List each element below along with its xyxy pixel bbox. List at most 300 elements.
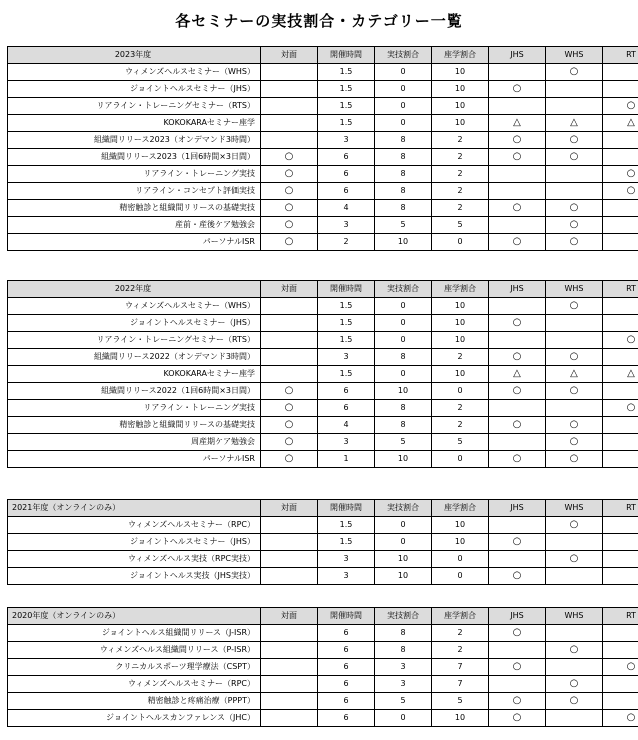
category-mark: ○ [489, 315, 546, 332]
table-row [8, 417, 638, 434]
table-cell [603, 200, 638, 217]
table-cell: 8 [375, 349, 432, 366]
category-mark: ○ [489, 693, 546, 710]
seminar-name: 精密触診と組織間リリースの基礎実技 [8, 417, 261, 434]
table-cell [603, 451, 638, 468]
table-cell [603, 534, 638, 551]
column-header: 対面 [261, 281, 318, 298]
table-cell [546, 568, 603, 585]
table-row [8, 659, 638, 676]
category-mark: ○ [603, 183, 638, 200]
table-cell: 6 [318, 166, 375, 183]
table-cell [261, 115, 318, 132]
table-row [8, 451, 638, 468]
table-cell [603, 417, 638, 434]
seminar-name: 組織間リリース2022（オンデマンド3時間） [8, 349, 261, 366]
seminar-name: ジョイントヘルスセミナー（JHS） [8, 81, 261, 98]
category-mark: △ [603, 366, 638, 383]
column-header: 開催時間 [318, 608, 375, 625]
table-cell: 8 [375, 166, 432, 183]
table-row [8, 332, 638, 349]
seminar-name: リアライン・トレーニング実技 [8, 400, 261, 417]
table-cell: 0 [375, 81, 432, 98]
table-cell: 0 [432, 451, 489, 468]
table-cell: 5 [375, 693, 432, 710]
table-cell [603, 517, 638, 534]
table-row [8, 166, 638, 183]
table-cell: 2 [432, 183, 489, 200]
table-cell: 2 [432, 349, 489, 366]
category-mark: △ [546, 115, 603, 132]
seminar-name: 組織間リリース2023（1回6時間×3日間） [8, 149, 261, 166]
table-cell [603, 676, 638, 693]
table-cell: 6 [318, 400, 375, 417]
table-cell: 3 [318, 349, 375, 366]
category-mark: ○ [489, 200, 546, 217]
category-mark: △ [546, 366, 603, 383]
category-mark: ○ [546, 517, 603, 534]
table-cell: 4 [318, 417, 375, 434]
header-row [8, 47, 638, 64]
table-row [8, 349, 638, 366]
table-cell: 5 [432, 693, 489, 710]
category-mark: ○ [603, 332, 638, 349]
column-header: 開催時間 [318, 281, 375, 298]
table-row [8, 217, 638, 234]
header-row [8, 281, 638, 298]
table-cell: 3 [318, 217, 375, 234]
column-header: 開催時間 [318, 47, 375, 64]
table-cell: 0 [375, 517, 432, 534]
table-cell: 6 [318, 149, 375, 166]
column-header: 実技割合 [375, 281, 432, 298]
table-cell: 1.5 [318, 534, 375, 551]
table-cell: 5 [432, 217, 489, 234]
column-header: 対面 [261, 47, 318, 64]
table-cell: 7 [432, 659, 489, 676]
table-cell: 0 [375, 534, 432, 551]
seminar-name: KOKOKARAセミナー座学 [8, 366, 261, 383]
table-cell [261, 710, 318, 727]
category-mark: ○ [489, 625, 546, 642]
seminar-name: ウィメンズヘルスセミナー（WHS） [8, 64, 261, 81]
table-cell [603, 64, 638, 81]
table-cell [261, 81, 318, 98]
seminar-name: 周産期ケア勉強会 [8, 434, 261, 451]
table-cell: 3 [318, 568, 375, 585]
table-row [8, 183, 638, 200]
table-cell [489, 551, 546, 568]
table-cell: 6 [318, 625, 375, 642]
table-cell: 6 [318, 659, 375, 676]
table-row [8, 676, 638, 693]
column-header: RT [603, 500, 638, 517]
table-cell: 8 [375, 149, 432, 166]
category-mark: ○ [603, 98, 638, 115]
table-cell: 8 [375, 132, 432, 149]
table-cell [489, 332, 546, 349]
table-cell [261, 693, 318, 710]
table-row [8, 132, 638, 149]
table-row [8, 400, 638, 417]
category-mark: ○ [261, 234, 318, 251]
table-row [8, 200, 638, 217]
table-cell [261, 315, 318, 332]
table-cell: 5 [432, 434, 489, 451]
table-cell: 3 [375, 659, 432, 676]
table-cell: 8 [375, 200, 432, 217]
column-header: JHS [489, 47, 546, 64]
table-cell [261, 517, 318, 534]
category-mark: ○ [546, 693, 603, 710]
category-mark: ○ [489, 349, 546, 366]
table-cell: 0 [375, 366, 432, 383]
seminar-name: ウィメンズヘルス実技（RPC実技） [8, 551, 261, 568]
category-mark: ○ [489, 149, 546, 166]
category-mark: ○ [546, 676, 603, 693]
section-heading: 2022年度 [8, 281, 261, 298]
table-cell: 6 [318, 642, 375, 659]
table-cell: 1.5 [318, 115, 375, 132]
table-cell: 2 [432, 400, 489, 417]
category-mark: ○ [546, 132, 603, 149]
table-cell: 2 [432, 166, 489, 183]
category-mark: △ [603, 115, 638, 132]
table-cell: 0 [375, 332, 432, 349]
category-mark: ○ [546, 551, 603, 568]
table-cell [489, 183, 546, 200]
column-header: JHS [489, 608, 546, 625]
table-cell: 10 [432, 115, 489, 132]
section-table [7, 280, 638, 468]
section-table [7, 499, 638, 585]
column-header: 開催時間 [318, 500, 375, 517]
table-cell [261, 332, 318, 349]
table-cell [546, 400, 603, 417]
table-cell: 5 [375, 217, 432, 234]
table-cell: 10 [432, 98, 489, 115]
seminar-name: パーソナルISR [8, 451, 261, 468]
table-cell: 3 [318, 132, 375, 149]
column-header: 実技割合 [375, 608, 432, 625]
seminar-name: ジョイントヘルスカンファレンス（JHC） [8, 710, 261, 727]
table-cell: 10 [375, 234, 432, 251]
table-row [8, 64, 638, 81]
seminar-name: ジョイントヘルスセミナー（JHS） [8, 315, 261, 332]
table-row [8, 568, 638, 585]
category-mark: ○ [489, 417, 546, 434]
table-cell: 10 [432, 534, 489, 551]
table-cell: 4 [318, 200, 375, 217]
table-cell [603, 298, 638, 315]
table-cell [489, 298, 546, 315]
table-cell: 0 [432, 383, 489, 400]
seminar-name: 精密触診と疼痛治療（PPPT） [8, 693, 261, 710]
column-header: RT [603, 281, 638, 298]
table-cell [261, 568, 318, 585]
table-cell: 10 [375, 383, 432, 400]
table-cell: 1.5 [318, 332, 375, 349]
table-row [8, 298, 638, 315]
table-cell [261, 551, 318, 568]
category-mark: ○ [546, 642, 603, 659]
category-mark: ○ [546, 234, 603, 251]
table-cell [603, 349, 638, 366]
table-cell: 10 [375, 451, 432, 468]
category-mark: ○ [546, 383, 603, 400]
table-cell [603, 693, 638, 710]
table-cell: 0 [375, 710, 432, 727]
table-cell [261, 349, 318, 366]
category-mark: ○ [603, 166, 638, 183]
table-cell: 10 [432, 710, 489, 727]
section-table [7, 607, 638, 727]
category-mark: ○ [546, 298, 603, 315]
table-cell [546, 315, 603, 332]
table-cell: 3 [318, 551, 375, 568]
seminar-name: リアライン・トレーニング実技 [8, 166, 261, 183]
table-cell [489, 642, 546, 659]
category-mark: ○ [489, 534, 546, 551]
table-cell: 1.5 [318, 64, 375, 81]
table-row [8, 366, 638, 383]
header-row [8, 500, 638, 517]
category-mark: ○ [603, 659, 638, 676]
table-cell [489, 676, 546, 693]
table-cell: 5 [375, 434, 432, 451]
table-cell [261, 366, 318, 383]
table-cell: 3 [318, 434, 375, 451]
column-header: JHS [489, 500, 546, 517]
table-cell [546, 625, 603, 642]
table-cell: 8 [375, 417, 432, 434]
table-row [8, 710, 638, 727]
seminar-name: リアライン・コンセプト評価実技 [8, 183, 261, 200]
table-row [8, 81, 638, 98]
section-heading: 2021年度（オンラインのみ） [8, 500, 261, 517]
category-mark: △ [489, 366, 546, 383]
table-cell [546, 659, 603, 676]
table-cell: 0 [432, 568, 489, 585]
table-cell [261, 64, 318, 81]
table-row [8, 534, 638, 551]
table-cell: 2 [432, 132, 489, 149]
table-cell: 10 [432, 517, 489, 534]
table-cell: 6 [318, 693, 375, 710]
seminar-name: 組織間リリース2023（オンデマンド3時間） [8, 132, 261, 149]
category-mark: ○ [261, 166, 318, 183]
table-cell: 1.5 [318, 298, 375, 315]
table-cell [489, 98, 546, 115]
table-row [8, 98, 638, 115]
category-mark: ○ [546, 434, 603, 451]
table-cell [261, 534, 318, 551]
seminar-name: クリニカルスポーツ理学療法（CSPT） [8, 659, 261, 676]
table-cell: 2 [432, 417, 489, 434]
table-cell [489, 400, 546, 417]
table-cell: 1.5 [318, 366, 375, 383]
table-cell [546, 98, 603, 115]
table-row [8, 383, 638, 400]
page-title: 各セミナーの実技割合・カテゴリー一覧 [175, 12, 463, 30]
table-cell [489, 434, 546, 451]
category-mark: ○ [489, 234, 546, 251]
table-cell [546, 332, 603, 349]
category-mark: ○ [261, 217, 318, 234]
section-table [7, 46, 638, 251]
column-header: 実技割合 [375, 500, 432, 517]
table-cell: 0 [375, 315, 432, 332]
table-cell: 1.5 [318, 315, 375, 332]
table-cell: 10 [432, 298, 489, 315]
table-cell: 2 [432, 200, 489, 217]
seminar-name: KOKOKARAセミナー座学 [8, 115, 261, 132]
table-row [8, 115, 638, 132]
seminar-name: ウィメンズヘルスセミナー（RPC） [8, 676, 261, 693]
table-cell: 6 [318, 183, 375, 200]
column-header: 対面 [261, 608, 318, 625]
table-cell: 1.5 [318, 81, 375, 98]
category-mark: ○ [261, 400, 318, 417]
column-header: 座学割合 [432, 500, 489, 517]
table-cell: 10 [432, 64, 489, 81]
table-cell [603, 625, 638, 642]
table-cell [603, 568, 638, 585]
seminar-name: 精密触診と組織間リリースの基礎実技 [8, 200, 261, 217]
table-cell: 0 [375, 115, 432, 132]
table-cell [603, 81, 638, 98]
table-cell: 8 [375, 400, 432, 417]
table-cell: 3 [375, 676, 432, 693]
table-cell: 6 [318, 383, 375, 400]
table-cell: 0 [375, 64, 432, 81]
category-mark: ○ [546, 349, 603, 366]
category-mark: ○ [489, 659, 546, 676]
column-header: 座学割合 [432, 608, 489, 625]
column-header: 実技割合 [375, 47, 432, 64]
column-header: WHS [546, 608, 603, 625]
seminar-name: パーソナルISR [8, 234, 261, 251]
table-cell [261, 659, 318, 676]
category-mark: ○ [546, 451, 603, 468]
table-row [8, 517, 638, 534]
table-cell [489, 166, 546, 183]
column-header: WHS [546, 47, 603, 64]
table-row [8, 149, 638, 166]
section-heading: 2023年度 [8, 47, 261, 64]
table-cell: 0 [432, 234, 489, 251]
table-cell: 2 [318, 234, 375, 251]
seminar-name: リアライン・トレーニングセミナー（RTS） [8, 98, 261, 115]
seminar-name: ジョイントヘルス組織間リリース（J-ISR） [8, 625, 261, 642]
table-cell [261, 98, 318, 115]
table-cell [603, 642, 638, 659]
table-cell [489, 517, 546, 534]
table-cell [546, 183, 603, 200]
category-mark: ○ [546, 217, 603, 234]
table-cell: 1 [318, 451, 375, 468]
category-mark: ○ [261, 149, 318, 166]
category-mark: ○ [603, 400, 638, 417]
category-mark: ○ [546, 149, 603, 166]
table-cell [261, 298, 318, 315]
table-row [8, 315, 638, 332]
table-cell [489, 217, 546, 234]
table-cell [546, 534, 603, 551]
table-cell [603, 132, 638, 149]
table-row [8, 625, 638, 642]
table-cell [603, 383, 638, 400]
table-cell: 8 [375, 625, 432, 642]
table-cell: 7 [432, 676, 489, 693]
table-cell [261, 642, 318, 659]
category-mark: ○ [489, 451, 546, 468]
table-cell: 10 [432, 366, 489, 383]
category-mark: ○ [546, 417, 603, 434]
table-cell: 0 [375, 298, 432, 315]
table-cell: 6 [318, 710, 375, 727]
category-mark: ○ [261, 200, 318, 217]
category-mark: ○ [489, 383, 546, 400]
table-cell [489, 64, 546, 81]
column-header: WHS [546, 500, 603, 517]
table-cell: 2 [432, 642, 489, 659]
category-mark: △ [489, 115, 546, 132]
category-mark: ○ [546, 64, 603, 81]
table-cell: 2 [432, 625, 489, 642]
category-mark: ○ [261, 183, 318, 200]
seminar-name: ジョイントヘルス実技（JHS実技） [8, 568, 261, 585]
category-mark: ○ [261, 451, 318, 468]
category-mark: ○ [489, 81, 546, 98]
seminar-name: ジョイントヘルスセミナー（JHS） [8, 534, 261, 551]
column-header: RT [603, 608, 638, 625]
table-cell [603, 234, 638, 251]
table-cell: 0 [432, 551, 489, 568]
table-cell: 1.5 [318, 517, 375, 534]
table-cell [546, 81, 603, 98]
table-cell: 10 [432, 332, 489, 349]
table-cell [546, 166, 603, 183]
seminar-name: ウィメンズヘルスセミナー（WHS） [8, 298, 261, 315]
column-header: 座学割合 [432, 281, 489, 298]
seminar-name: リアライン・トレーニングセミナー（RTS） [8, 332, 261, 349]
table-cell [603, 315, 638, 332]
seminar-name: 産前・産後ケア勉強会 [8, 217, 261, 234]
column-header: WHS [546, 281, 603, 298]
column-header: JHS [489, 281, 546, 298]
table-row [8, 642, 638, 659]
seminar-name: 組織間リリース2022（1回6時間×3日間） [8, 383, 261, 400]
category-mark: ○ [261, 434, 318, 451]
table-cell: 10 [432, 81, 489, 98]
category-mark: ○ [603, 710, 638, 727]
table-cell: 1.5 [318, 98, 375, 115]
table-cell: 2 [432, 149, 489, 166]
table-row [8, 693, 638, 710]
header-row [8, 608, 638, 625]
seminar-name: ウィメンズヘルスセミナー（RPC） [8, 517, 261, 534]
table-cell [261, 625, 318, 642]
table-cell [603, 217, 638, 234]
table-cell [603, 149, 638, 166]
table-row [8, 234, 638, 251]
table-cell: 6 [318, 676, 375, 693]
table-row [8, 551, 638, 568]
table-cell: 10 [375, 568, 432, 585]
table-cell [603, 551, 638, 568]
category-mark: ○ [489, 710, 546, 727]
